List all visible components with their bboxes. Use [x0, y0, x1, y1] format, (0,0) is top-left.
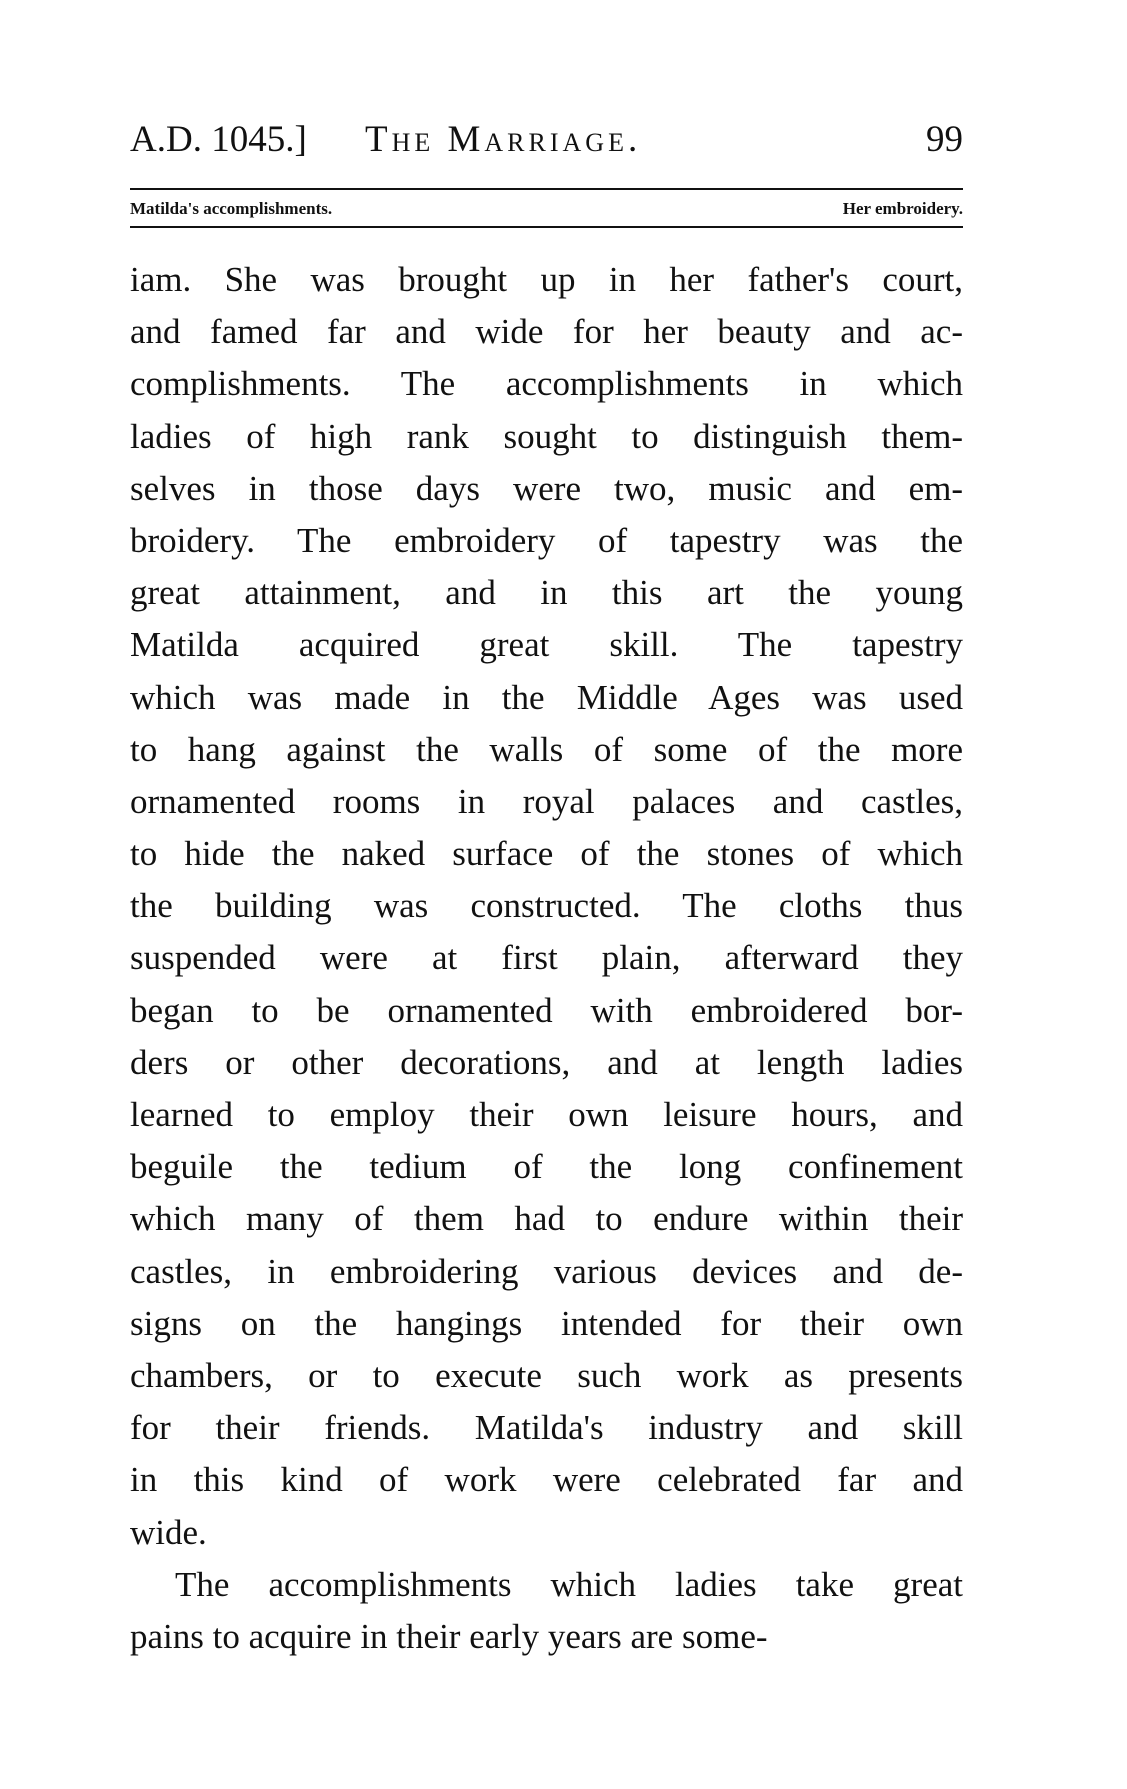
text-line: began to be ornamented with embroidered bor- — [130, 990, 963, 1030]
text-line: broidery. The embroidery of tapestry was the — [130, 520, 963, 560]
text-line: The accomplishments which ladies take great — [175, 1564, 963, 1604]
text-line: pains to acquire in their early years are some- — [130, 1616, 768, 1656]
text-line: Matilda acquired great skill. The tapestry — [130, 625, 963, 665]
text-line: castles, in embroidering various devices and de- — [130, 1251, 963, 1291]
text-line: and famed far and wide for her beauty and ac- — [130, 312, 963, 352]
text-line: complishments. The accomplishments in which — [130, 364, 963, 404]
header-chapter-title: The Marriage. — [365, 119, 642, 160]
side-note-rule — [130, 226, 963, 228]
side-note-left: Matilda's accomplishments. — [130, 199, 333, 218]
text-line: selves in those days were two, music and em- — [130, 468, 963, 508]
body-text — [130, 254, 963, 1663]
header-year: A.D. 1045.] — [130, 119, 307, 160]
text-line: beguile the tedium of the long confinement — [130, 1147, 963, 1187]
text-line: in this kind of work were celebrated far and — [130, 1460, 963, 1500]
text-line: chambers, or to execute such work as presents — [130, 1355, 963, 1395]
text-line: ders or other decorations, and at length ladies — [130, 1042, 963, 1082]
text-line: to hide the naked surface of the stones of which — [130, 834, 963, 874]
text-line: learned to employ their own leisure hours, and — [130, 1095, 963, 1134]
text-line: which many of them had to endure within their — [130, 1199, 963, 1239]
text-line: the building was constructed. The cloths thus — [130, 886, 963, 926]
text-line: wide. — [130, 1512, 207, 1552]
page-number: 99 — [926, 119, 963, 160]
header-rule — [130, 188, 963, 190]
text-line: for their friends. Matilda's industry and skill — [130, 1408, 963, 1448]
text-line: suspended were at first plain, afterward they — [130, 938, 963, 978]
text-line: to hang against the walls of some of the more — [130, 729, 963, 769]
text-line: ornamented rooms in royal palaces and castles, — [130, 781, 963, 821]
text-line: which was made in the Middle Ages was used — [130, 677, 963, 717]
text-line: iam. She was brought up in her father's court, — [130, 260, 963, 299]
side-note-right: Her embroidery. — [842, 199, 963, 218]
text-line: ladies of high rank sought to distinguish them- — [130, 416, 963, 456]
text-line: great attainment, and in this art the young — [130, 573, 963, 613]
running-header — [130, 118, 963, 168]
text-line: signs on the hangings intended for their own — [130, 1303, 963, 1343]
